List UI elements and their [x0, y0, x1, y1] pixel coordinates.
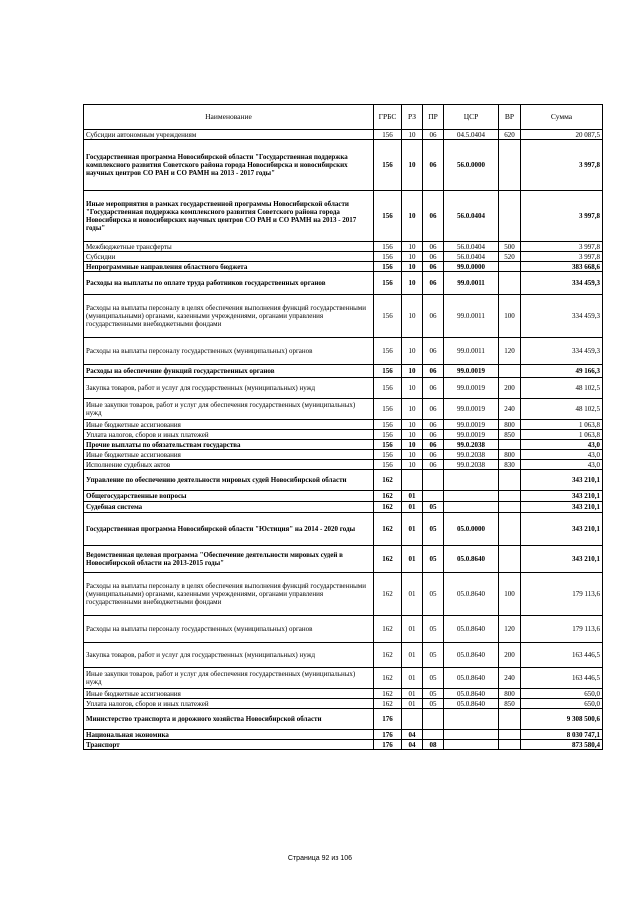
cell-grbs: 156	[374, 378, 402, 399]
cell-grbs: 162	[374, 616, 402, 643]
cell-name: Закупка товаров, работ и услуг для государственных (муниципальных) нужд	[84, 643, 374, 668]
cell-name: Государственная программа Новосибирской области "Государственная поддержка комплексного развития Советского района города Новосибирска и новосибирских научных центров СО РАН и СО РАМН на 2013 - 2017 годы"	[84, 140, 374, 191]
cell-pr	[423, 491, 444, 502]
cell-vr: 240	[499, 668, 521, 689]
cell-csr	[444, 740, 499, 750]
cell-pr: 06	[423, 378, 444, 399]
cell-name: Управление по обеспечению деятельности мировых судей Новосибирской области	[84, 470, 374, 491]
cell-name: Уплата налогов, сборов и иных платежей	[84, 699, 374, 709]
cell-rz: 10	[402, 450, 423, 460]
cell-grbs: 162	[374, 643, 402, 668]
table-row	[84, 242, 603, 252]
table-row	[84, 460, 603, 470]
cell-sum: 43,0	[521, 440, 603, 450]
cell-pr: 06	[423, 130, 444, 140]
cell-grbs: 162	[374, 573, 402, 616]
cell-grbs: 156	[374, 242, 402, 252]
page-number: Страница 92 из 106	[287, 855, 353, 862]
table-row	[84, 699, 603, 709]
cell-vr: 800	[499, 450, 521, 460]
cell-csr: 05.0.8640	[444, 689, 499, 699]
cell-name: Расходы на выплаты персоналу в целях обеспечения выполнения функций государственными (муниципальными) органами, казенными учреждениями, органами управления государственными внебюджетными фондами	[84, 295, 374, 338]
cell-grbs: 156	[374, 191, 402, 242]
cell-grbs: 176	[374, 730, 402, 740]
cell-pr: 06	[423, 272, 444, 295]
cell-vr	[499, 502, 521, 513]
cell-grbs: 156	[374, 272, 402, 295]
cell-sum: 1 063,8	[521, 420, 603, 430]
cell-vr	[499, 440, 521, 450]
cell-pr: 05	[423, 502, 444, 513]
cell-vr: 620	[499, 130, 521, 140]
cell-rz: 01	[402, 502, 423, 513]
table-row	[84, 573, 603, 616]
cell-csr: 99.0.0011	[444, 338, 499, 365]
cell-rz: 01	[402, 643, 423, 668]
cell-name: Исполнение судебных актов	[84, 460, 374, 470]
cell-csr: 99.0.2038	[444, 450, 499, 460]
cell-vr: 830	[499, 460, 521, 470]
table-row	[84, 140, 603, 191]
cell-grbs: 156	[374, 365, 402, 378]
cell-name: Общегосударственные вопросы	[84, 491, 374, 502]
cell-sum: 3 997,8	[521, 252, 603, 262]
cell-name: Министерство транспорта и дорожного хозяйства Новосибирской области	[84, 709, 374, 730]
cell-name: Субсидии автономным учреждениям	[84, 130, 374, 140]
cell-grbs: 156	[374, 460, 402, 470]
cell-pr: 06	[423, 242, 444, 252]
table-row	[84, 616, 603, 643]
cell-sum: 3 997,8	[521, 191, 603, 242]
cell-grbs: 162	[374, 546, 402, 573]
cell-csr: 05.0.8640	[444, 643, 499, 668]
cell-sum: 334 459,3	[521, 338, 603, 365]
cell-sum: 48 102,5	[521, 399, 603, 420]
cell-csr: 99.0.0011	[444, 295, 499, 338]
cell-pr: 05	[423, 616, 444, 643]
cell-sum: 650,0	[521, 689, 603, 699]
cell-rz: 10	[402, 140, 423, 191]
table-row	[84, 513, 603, 546]
cell-sum: 163 446,5	[521, 668, 603, 689]
cell-pr: 06	[423, 295, 444, 338]
table-row	[84, 643, 603, 668]
cell-csr: 99.0.0019	[444, 378, 499, 399]
cell-grbs: 156	[374, 430, 402, 440]
cell-grbs: 162	[374, 689, 402, 699]
cell-name: Иные бюджетные ассигнования	[84, 450, 374, 460]
cell-vr	[499, 709, 521, 730]
header-csr: ЦСР	[444, 105, 499, 130]
cell-rz: 10	[402, 440, 423, 450]
cell-name: Расходы на выплаты персоналу государственных (муниципальных) органов	[84, 616, 374, 643]
cell-grbs: 162	[374, 668, 402, 689]
header-sum: Сумма	[521, 105, 603, 130]
cell-pr: 05	[423, 699, 444, 709]
cell-pr: 05	[423, 573, 444, 616]
cell-vr: 120	[499, 616, 521, 643]
table-row	[84, 502, 603, 513]
cell-name: Уплата налогов, сборов и иных платежей	[84, 430, 374, 440]
cell-vr	[499, 470, 521, 491]
cell-csr: 04.5.0404	[444, 130, 499, 140]
cell-csr: 05.0.8640	[444, 546, 499, 573]
cell-name: Иные бюджетные ассигнования	[84, 689, 374, 699]
table-row	[84, 295, 603, 338]
cell-name: Иные бюджетные ассигнования	[84, 420, 374, 430]
header-rz: РЗ	[402, 105, 423, 130]
cell-grbs: 156	[374, 420, 402, 430]
cell-vr	[499, 740, 521, 750]
cell-rz: 10	[402, 460, 423, 470]
cell-grbs: 156	[374, 338, 402, 365]
cell-grbs: 156	[374, 252, 402, 262]
cell-csr: 05.0.8640	[444, 616, 499, 643]
cell-vr: 240	[499, 399, 521, 420]
cell-pr: 06	[423, 420, 444, 430]
cell-name: Иные мероприятия в рамках государственной программы Новосибирской области "Государственная поддержка комплексного развития Советского района города Новосибирска и новосибирских научных центров СО РАН и СО РАМН на 2013 - 2017 годы"	[84, 191, 374, 242]
cell-rz: 10	[402, 399, 423, 420]
cell-sum: 8 030 747,1	[521, 730, 603, 740]
cell-vr: 120	[499, 338, 521, 365]
table-row	[84, 689, 603, 699]
cell-name: Закупка товаров, работ и услуг для государственных (муниципальных) нужд	[84, 378, 374, 399]
cell-csr: 05.0.0000	[444, 513, 499, 546]
cell-csr: 05.0.8640	[444, 668, 499, 689]
cell-vr: 850	[499, 430, 521, 440]
cell-rz: 01	[402, 546, 423, 573]
cell-rz: 01	[402, 689, 423, 699]
cell-vr	[499, 191, 521, 242]
cell-grbs: 156	[374, 399, 402, 420]
cell-name: Ведомственная целевая программа "Обеспечение деятельности мировых судей в Новосибирской области на 2013-2015 годы"	[84, 546, 374, 573]
cell-rz: 10	[402, 365, 423, 378]
cell-csr: 56.0.0404	[444, 191, 499, 242]
cell-pr: 06	[423, 365, 444, 378]
cell-vr: 100	[499, 295, 521, 338]
cell-name: Расходы на выплаты персоналу в целях обеспечения выполнения функций государственными (муниципальными) органами, казенными учреждениями, органами управления государственными внебюджетными фондами	[84, 573, 374, 616]
cell-vr	[499, 513, 521, 546]
cell-csr	[444, 491, 499, 502]
cell-sum: 334 459,3	[521, 295, 603, 338]
cell-vr: 100	[499, 573, 521, 616]
cell-name: Государственная программа Новосибирской области "Юстиция" на 2014 - 2020 годы	[84, 513, 374, 546]
cell-sum: 179 113,6	[521, 573, 603, 616]
cell-csr	[444, 709, 499, 730]
cell-rz	[402, 709, 423, 730]
cell-pr: 06	[423, 252, 444, 262]
cell-csr	[444, 470, 499, 491]
cell-name: Непрограммные направления областного бюджета	[84, 262, 374, 272]
table-row	[84, 491, 603, 502]
table-row	[84, 272, 603, 295]
cell-name: Судебная система	[84, 502, 374, 513]
cell-rz: 10	[402, 191, 423, 242]
cell-sum: 873 580,4	[521, 740, 603, 750]
cell-vr	[499, 730, 521, 740]
table-row	[84, 470, 603, 491]
cell-csr: 56.0.0404	[444, 242, 499, 252]
cell-pr	[423, 730, 444, 740]
cell-sum: 49 166,3	[521, 365, 603, 378]
cell-sum: 343 210,1	[521, 491, 603, 502]
cell-grbs: 176	[374, 709, 402, 730]
cell-sum: 43,0	[521, 450, 603, 460]
cell-pr: 08	[423, 740, 444, 750]
table-row	[84, 730, 603, 740]
cell-csr: 56.0.0404	[444, 252, 499, 262]
cell-csr: 56.0.0000	[444, 140, 499, 191]
cell-csr: 99.0.0019	[444, 399, 499, 420]
cell-sum: 334 459,3	[521, 272, 603, 295]
cell-csr	[444, 730, 499, 740]
cell-rz: 10	[402, 130, 423, 140]
table-row	[84, 440, 603, 450]
cell-rz: 01	[402, 668, 423, 689]
cell-name: Иные закупки товаров, работ и услуг для обеспечения государственных (муниципальных) нужд	[84, 668, 374, 689]
cell-rz: 10	[402, 378, 423, 399]
cell-rz: 01	[402, 616, 423, 643]
cell-rz: 01	[402, 699, 423, 709]
table-row	[84, 262, 603, 272]
cell-name: Субсидии	[84, 252, 374, 262]
cell-csr: 99.0.0011	[444, 272, 499, 295]
table-row	[84, 450, 603, 460]
cell-grbs: 156	[374, 140, 402, 191]
cell-sum: 343 210,1	[521, 470, 603, 491]
cell-csr: 05.0.8640	[444, 573, 499, 616]
cell-pr: 06	[423, 460, 444, 470]
table-row	[84, 365, 603, 378]
cell-grbs: 156	[374, 450, 402, 460]
cell-pr: 05	[423, 643, 444, 668]
cell-grbs: 162	[374, 470, 402, 491]
cell-sum: 3 997,8	[521, 242, 603, 252]
cell-sum: 48 102,5	[521, 378, 603, 399]
cell-sum: 9 308 500,6	[521, 709, 603, 730]
cell-name: Расходы на обеспечение функций государственных органов	[84, 365, 374, 378]
cell-grbs: 162	[374, 491, 402, 502]
cell-name: Расходы на выплаты по оплате труда работников государственных органов	[84, 272, 374, 295]
cell-vr: 800	[499, 689, 521, 699]
cell-pr: 06	[423, 140, 444, 191]
table-row	[84, 338, 603, 365]
cell-rz	[402, 470, 423, 491]
table-row	[84, 420, 603, 430]
table-header-row	[84, 105, 603, 130]
cell-name: Прочие выплаты по обязательствам государства	[84, 440, 374, 450]
cell-rz: 10	[402, 295, 423, 338]
cell-pr	[423, 709, 444, 730]
cell-rz: 10	[402, 338, 423, 365]
cell-csr: 99.0.0019	[444, 430, 499, 440]
cell-name: Транспорт	[84, 740, 374, 750]
cell-sum: 20 087,5	[521, 130, 603, 140]
cell-vr: 520	[499, 252, 521, 262]
table-row	[84, 668, 603, 689]
cell-rz: 01	[402, 573, 423, 616]
cell-csr: 99.0.0019	[444, 365, 499, 378]
cell-grbs: 156	[374, 440, 402, 450]
cell-rz: 01	[402, 491, 423, 502]
header-grbs: ГРБС	[374, 105, 402, 130]
cell-rz: 10	[402, 272, 423, 295]
cell-grbs: 156	[374, 262, 402, 272]
budget-table	[83, 104, 603, 750]
cell-grbs: 176	[374, 740, 402, 750]
cell-name: Иные закупки товаров, работ и услуг для обеспечения государственных (муниципальных) нужд	[84, 399, 374, 420]
table-row	[84, 430, 603, 440]
cell-csr: 99.0.2038	[444, 460, 499, 470]
table-row	[84, 130, 603, 140]
cell-csr: 05.0.8640	[444, 699, 499, 709]
cell-sum: 3 997,8	[521, 140, 603, 191]
cell-rz: 04	[402, 730, 423, 740]
table-row	[84, 252, 603, 262]
cell-rz: 01	[402, 513, 423, 546]
cell-sum: 179 113,6	[521, 616, 603, 643]
cell-grbs: 162	[374, 513, 402, 546]
cell-sum: 343 210,1	[521, 546, 603, 573]
budget-table-body	[84, 105, 603, 750]
cell-name: Расходы на выплаты персоналу государственных (муниципальных) органов	[84, 338, 374, 365]
cell-csr: 99.0.2038	[444, 440, 499, 450]
cell-rz: 10	[402, 262, 423, 272]
cell-sum: 163 446,5	[521, 643, 603, 668]
table-row	[84, 399, 603, 420]
table-row	[84, 191, 603, 242]
cell-csr: 99.0.0000	[444, 262, 499, 272]
cell-vr	[499, 491, 521, 502]
cell-sum: 1 063,8	[521, 430, 603, 440]
cell-name: Межбюджетные трансферты	[84, 242, 374, 252]
cell-pr	[423, 470, 444, 491]
cell-vr	[499, 140, 521, 191]
cell-vr: 850	[499, 699, 521, 709]
cell-pr: 05	[423, 689, 444, 699]
header-pr: ПР	[423, 105, 444, 130]
cell-pr: 06	[423, 262, 444, 272]
cell-sum: 383 668,6	[521, 262, 603, 272]
cell-pr: 05	[423, 668, 444, 689]
cell-vr	[499, 365, 521, 378]
cell-sum: 343 210,1	[521, 513, 603, 546]
cell-vr: 200	[499, 643, 521, 668]
cell-name: Национальная экономика	[84, 730, 374, 740]
cell-pr: 06	[423, 450, 444, 460]
table-row	[84, 709, 603, 730]
cell-vr: 800	[499, 420, 521, 430]
cell-pr: 05	[423, 546, 444, 573]
cell-pr: 05	[423, 513, 444, 546]
cell-rz: 10	[402, 242, 423, 252]
cell-sum: 650,0	[521, 699, 603, 709]
cell-pr: 06	[423, 440, 444, 450]
cell-grbs: 156	[374, 295, 402, 338]
cell-pr: 06	[423, 338, 444, 365]
cell-sum: 43,0	[521, 460, 603, 470]
table-row	[84, 378, 603, 399]
cell-vr	[499, 272, 521, 295]
cell-pr: 06	[423, 399, 444, 420]
table-row	[84, 546, 603, 573]
cell-sum: 343 210,1	[521, 502, 603, 513]
cell-rz: 10	[402, 420, 423, 430]
table-row	[84, 740, 603, 750]
cell-rz: 04	[402, 740, 423, 750]
cell-grbs: 162	[374, 699, 402, 709]
cell-vr	[499, 262, 521, 272]
cell-vr: 500	[499, 242, 521, 252]
cell-csr: 99.0.0019	[444, 420, 499, 430]
cell-pr: 06	[423, 191, 444, 242]
cell-vr: 200	[499, 378, 521, 399]
header-name: Наименование	[84, 105, 374, 130]
cell-grbs: 162	[374, 502, 402, 513]
cell-grbs: 156	[374, 130, 402, 140]
cell-vr	[499, 546, 521, 573]
cell-pr: 06	[423, 430, 444, 440]
cell-csr	[444, 502, 499, 513]
header-vr: ВР	[499, 105, 521, 130]
cell-rz: 10	[402, 430, 423, 440]
cell-rz: 10	[402, 252, 423, 262]
